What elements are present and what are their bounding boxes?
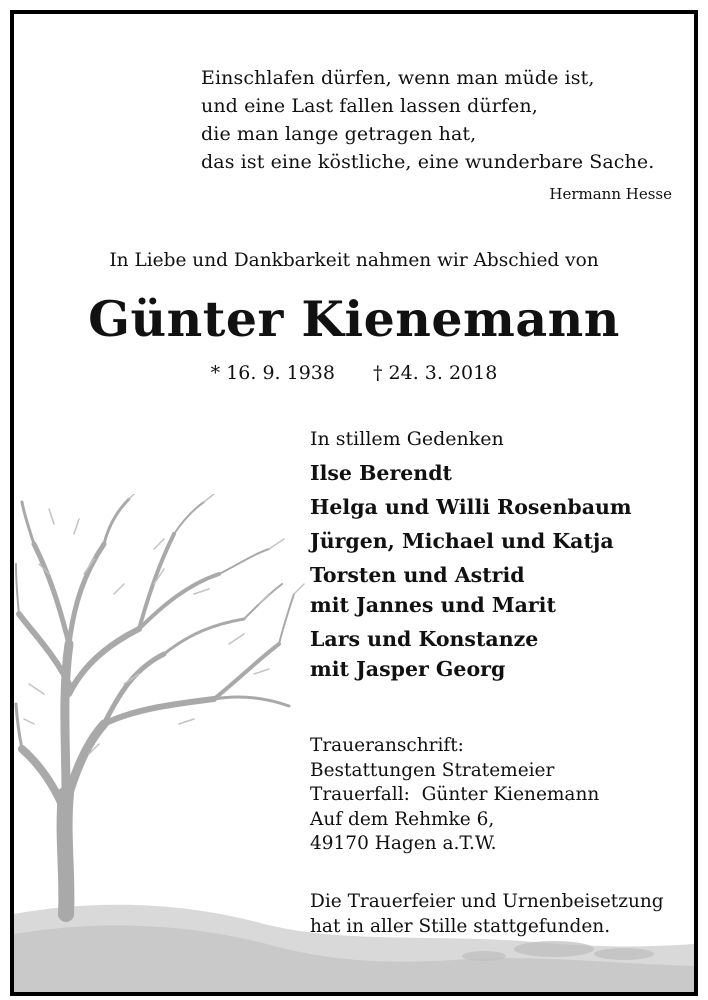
mourner-line: Torsten und Astrid: [310, 563, 525, 587]
poem-line: Einschlafen dürfen, wenn man müde ist,: [201, 67, 595, 89]
obituary-frame: [10, 10, 698, 996]
address-line: Traueranschrift:: [310, 735, 464, 756]
mourner-line: Jürgen, Michael und Katja: [310, 529, 614, 553]
poem-author: Hermann Hesse: [549, 185, 672, 203]
life-dates: [14, 360, 694, 386]
closing-note: [310, 890, 690, 939]
address-line: Trauerfall: Günter Kienemann: [310, 784, 600, 805]
closing-line: hat in aller Stille stattgefunden.: [310, 915, 611, 937]
mourner-line: mit Jannes und Marit: [310, 593, 556, 617]
mourner-line: Ilse Berendt: [310, 461, 453, 485]
address-line: Bestattungen Stratemeier: [310, 759, 555, 781]
deceased-name: Günter Kienemann: [88, 290, 620, 348]
death-date: † 24. 3. 2018: [373, 362, 498, 384]
birth-date: * 16. 9. 1938: [210, 362, 335, 384]
address-line: 49170 Hagen a.T.W.: [310, 833, 497, 854]
intro-text: In Liebe und Dankbarkeit nahmen wir Abschied von: [109, 250, 599, 271]
mourner-line: Helga und Willi Rosenbaum: [310, 495, 632, 519]
poem-line: das ist eine köstliche, eine wunderbare Sache.: [201, 151, 655, 173]
poem: [201, 64, 671, 176]
funeral-address: [310, 734, 690, 857]
mourners-heading: In stillem Gedenken: [310, 428, 504, 450]
closing-line: Die Trauerfeier und Urnenbeisetzung: [310, 891, 664, 912]
poem-line: und eine Last fallen lassen dürfen,: [201, 95, 538, 117]
mourner-line: mit Jasper Georg: [310, 657, 506, 681]
mourners-list: [310, 458, 690, 684]
mourner-line: Lars und Konstanze: [310, 627, 539, 651]
poem-line: die man lange getragen hat,: [201, 123, 477, 145]
address-line: Auf dem Rehmke 6,: [310, 808, 495, 830]
